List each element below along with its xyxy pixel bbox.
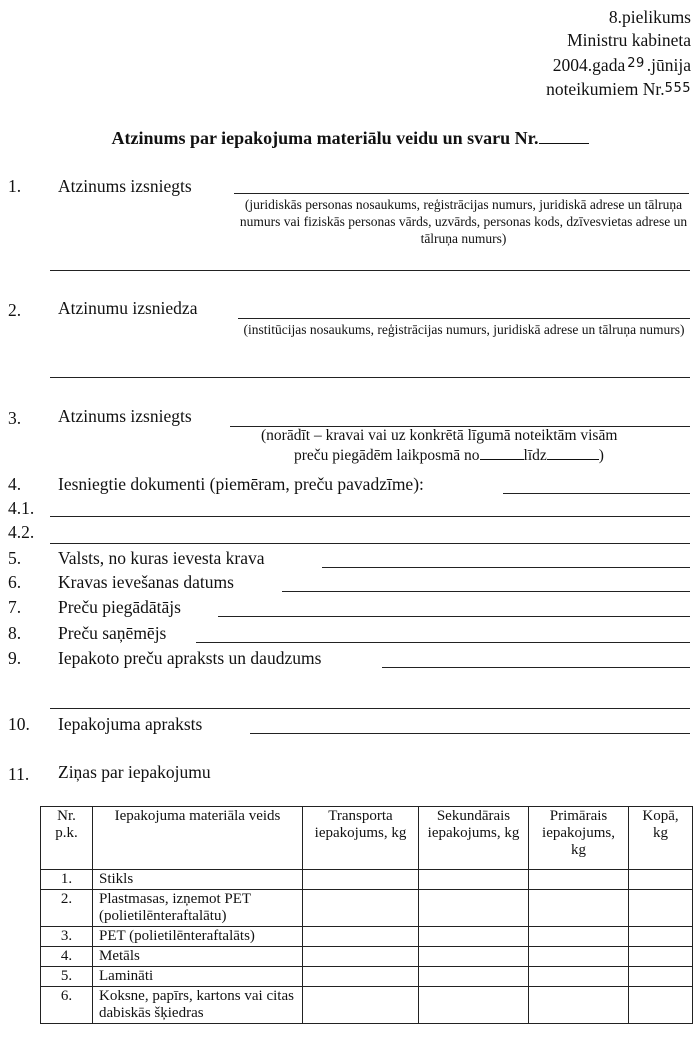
transport-cell[interactable] xyxy=(303,890,419,927)
item-label: Valsts, no kuras ievesta krava xyxy=(58,548,265,568)
item-label: Atzinums izsniegts xyxy=(58,176,192,196)
row-material: PET (polietilēnteraftalāts) xyxy=(93,927,303,947)
item-label: Preču saņēmējs xyxy=(58,623,167,643)
annex-date: 2004.gada $^{29}$ .jūnija xyxy=(552,55,691,75)
col-header-primary: Primārais iepakojums, kg xyxy=(529,807,629,870)
field-hint: (norādīt – kravai vai uz konkrētā līgumā noteiktām visām xyxy=(261,427,618,444)
secondary-cell[interactable] xyxy=(419,870,529,890)
row-material: Koksne, papīrs, kartons vai citas dabiskās šķiedras xyxy=(93,987,303,1024)
item-number: 2. xyxy=(8,300,22,320)
annex-regulation: noteikumiem Nr.555 xyxy=(546,79,691,99)
col-header-transport: Transporta iepakojums, kg xyxy=(303,807,419,870)
fill-line[interactable] xyxy=(382,667,690,668)
fill-line[interactable] xyxy=(503,493,690,494)
table-row xyxy=(41,947,693,967)
period-from-blank[interactable] xyxy=(480,447,524,460)
item-number: 7. xyxy=(8,597,22,617)
item-label: Atzinumu izsniedza xyxy=(58,298,198,318)
secondary-cell[interactable] xyxy=(419,890,529,927)
row-material: Stikls xyxy=(93,870,303,890)
total-cell[interactable] xyxy=(629,967,693,987)
field-hint: (juridiskās personas nosaukums, reģistrācijas numurs, juridiskā adrese un tālruņa numurs vai fiziskās personas vārds, uzvārds, personas kods, dzīvesvietas adrese un tālruņa numurs) xyxy=(239,197,688,246)
item-number: 4.2. xyxy=(8,522,35,542)
row-number: 6. xyxy=(41,987,93,1024)
fill-line[interactable] xyxy=(218,616,690,617)
fill-line[interactable] xyxy=(234,193,689,194)
transport-cell[interactable] xyxy=(303,947,419,967)
item-label: Kravas ievešanas datums xyxy=(58,572,234,592)
field-hint: (institūcijas nosaukums, reģistrācijas numurs, juridiskā adrese un tālruņa numurs) xyxy=(243,322,685,337)
transport-cell[interactable] xyxy=(303,987,419,1024)
item-number: 11. xyxy=(8,764,30,784)
annex-number: 8.pielikums xyxy=(608,7,691,27)
row-number: 2. xyxy=(41,890,93,927)
row-number: 3. xyxy=(41,927,93,947)
row-material: Lamināti xyxy=(93,967,303,987)
transport-cell[interactable] xyxy=(303,927,419,947)
item-number: 10. xyxy=(8,714,30,734)
row-number: 5. xyxy=(41,967,93,987)
primary-cell[interactable] xyxy=(529,947,629,967)
secondary-cell[interactable] xyxy=(419,947,529,967)
table-row xyxy=(41,967,693,987)
item-number: 8. xyxy=(8,623,22,643)
secondary-cell[interactable] xyxy=(419,967,529,987)
period-to-blank[interactable] xyxy=(547,447,599,460)
primary-cell[interactable] xyxy=(529,890,629,927)
item-number: 1. xyxy=(8,176,22,196)
table-header-row xyxy=(41,807,693,870)
annex-cabinet: Ministru kabineta xyxy=(567,30,691,50)
item-number: 6. xyxy=(8,572,22,592)
item-number: 4.1. xyxy=(8,498,35,518)
secondary-cell[interactable] xyxy=(419,987,529,1024)
primary-cell[interactable] xyxy=(529,987,629,1024)
annex-regulation-number: 555 xyxy=(664,81,691,96)
item-label: Iepakojuma apraksts xyxy=(58,714,203,734)
row-material: Plastmasas, izņemot PET (polietilēnteraftalātu) xyxy=(93,890,303,927)
row-number: 1. xyxy=(41,870,93,890)
item-number: 4. xyxy=(8,474,22,494)
fill-line[interactable] xyxy=(50,270,690,271)
packaging-table xyxy=(40,806,693,1024)
primary-cell[interactable] xyxy=(529,870,629,890)
fill-line[interactable] xyxy=(50,516,690,517)
fill-line[interactable] xyxy=(238,318,690,319)
fill-line[interactable] xyxy=(282,591,690,592)
item-number: 5. xyxy=(8,548,22,568)
col-header-nr: Nr. p.k. xyxy=(41,807,93,870)
total-cell[interactable] xyxy=(629,890,693,927)
row-material: Metāls xyxy=(93,947,303,967)
row-number: 4. xyxy=(41,947,93,967)
total-cell[interactable] xyxy=(629,870,693,890)
fill-line[interactable] xyxy=(50,708,690,709)
transport-cell[interactable] xyxy=(303,870,419,890)
fill-line[interactable] xyxy=(50,543,690,544)
col-header-total: Kopā, kg xyxy=(629,807,693,870)
fill-line[interactable] xyxy=(322,567,690,568)
item-label: Preču piegādātājs xyxy=(58,597,181,617)
fill-line[interactable] xyxy=(250,733,690,734)
fill-line[interactable] xyxy=(196,642,690,643)
table-row xyxy=(41,890,693,927)
transport-cell[interactable] xyxy=(303,967,419,987)
period-hint: preču piegādēm laikposmā no līdz ) xyxy=(294,447,604,464)
item-label: Atzinums izsniegts xyxy=(58,406,192,426)
primary-cell[interactable] xyxy=(529,927,629,947)
annex-header xyxy=(546,6,691,101)
item-label: Iepakoto preču apraksts un daudzums xyxy=(58,648,322,668)
total-cell[interactable] xyxy=(629,947,693,967)
primary-cell[interactable] xyxy=(529,967,629,987)
title-number-blank[interactable] xyxy=(539,129,589,144)
item-label: Ziņas par iepakojumu xyxy=(58,762,211,782)
fill-line[interactable] xyxy=(50,377,690,378)
total-cell[interactable] xyxy=(629,927,693,947)
col-header-material: Iepakojuma materiāla veids xyxy=(93,807,303,870)
col-header-secondary: Sekundārais iepakojums, kg xyxy=(419,807,529,870)
item-label: Iesniegtie dokumenti (piemēram, preču pavadzīme): xyxy=(58,474,424,494)
page-title: Atzinums par iepakojuma materiālu veidu un svaru Nr. xyxy=(0,128,700,149)
table-row xyxy=(41,987,693,1024)
secondary-cell[interactable] xyxy=(419,927,529,947)
item-number: 3. xyxy=(8,408,22,428)
annex-day: 29 xyxy=(627,56,645,71)
total-cell[interactable] xyxy=(629,987,693,1024)
table-row xyxy=(41,927,693,947)
item-number: 9. xyxy=(8,648,22,668)
table-row xyxy=(41,870,693,890)
